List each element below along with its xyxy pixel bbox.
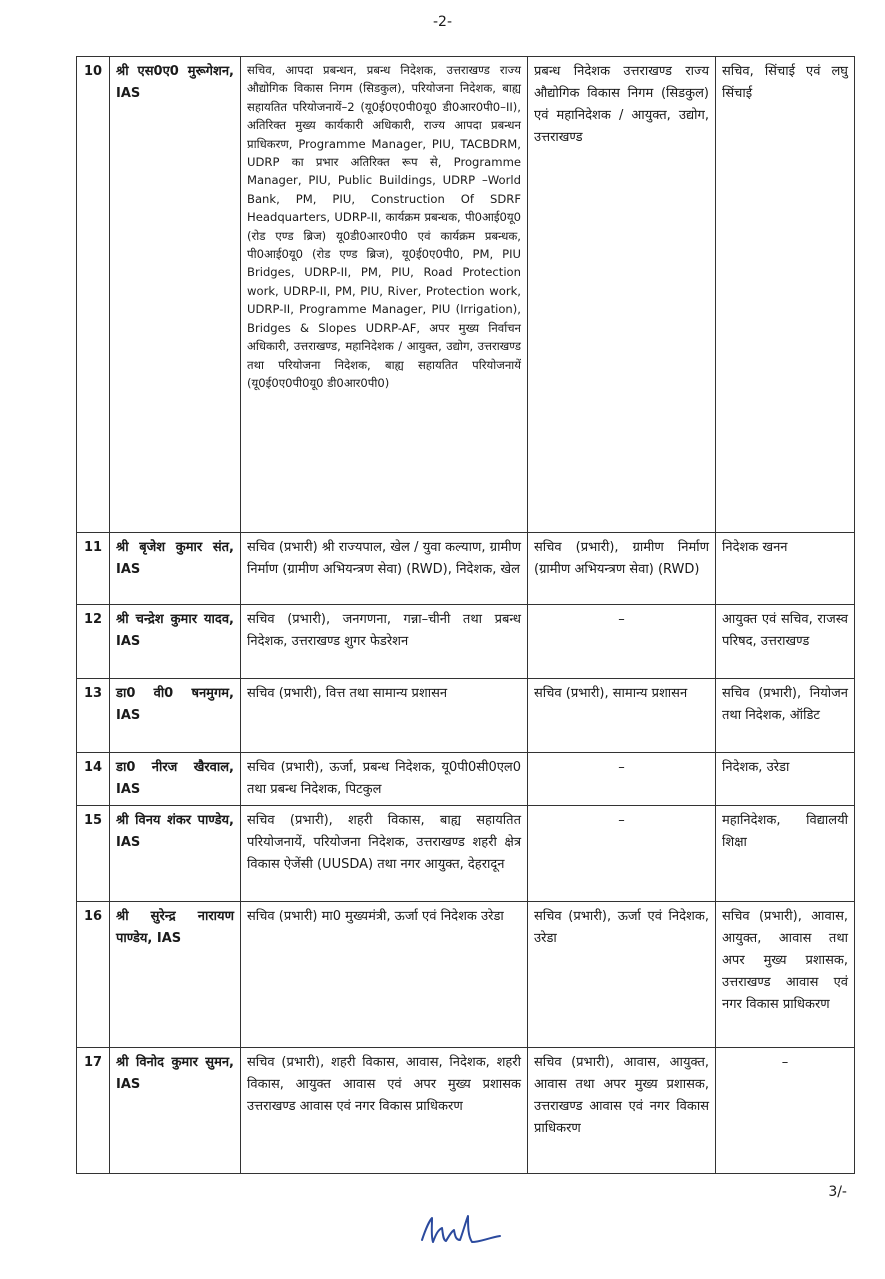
table-row: [77, 57, 855, 533]
officer-name-cell: डा0 नीरज खैरवाल, IAS: [110, 753, 241, 806]
table-row: [77, 902, 855, 1048]
relieved-posting-cell: –: [528, 605, 716, 679]
next-page-marker: 3/-: [828, 1184, 847, 1200]
new-posting-cell: महानिदेशक, विद्यालयी शिक्षा: [716, 806, 855, 902]
officer-name-cell: श्री बृजेश कुमार संत, IAS: [110, 533, 241, 605]
signature: [418, 1210, 508, 1252]
current-posting-cell: सचिव (प्रभारी), शहरी विकास, आवास, निदेशक, शहरी विकास, आयुक्त आवास एवं अपर मुख्य प्रशासक उत्तराखण्ड आवास एवं नगर विकास प्राधिकरण: [241, 1048, 528, 1174]
current-posting-cell: सचिव (प्रभारी), जनगणना, गन्ना–चीनी तथा प्रबन्ध निदेशक, उत्तराखण्ड शुगर फेडरेशन: [241, 605, 528, 679]
relieved-posting-cell: प्रबन्ध निदेशक उत्तराखण्ड राज्य औद्योगिक विकास निगम (सिडकुल) एवं महानिदेशक / आयुक्त, उद्योग, उत्तराखण्ड: [528, 57, 716, 533]
serial-number-cell: 17: [77, 1048, 110, 1174]
officer-name-cell: श्री विनय शंकर पाण्डेय, IAS: [110, 806, 241, 902]
relieved-posting-cell: सचिव (प्रभारी), ग्रामीण निर्माण (ग्रामीण अभियन्त्रण सेवा) (RWD): [528, 533, 716, 605]
table-row: [77, 533, 855, 605]
new-posting-cell: सचिव (प्रभारी), आवास, आयुक्त, आवास तथा अपर मुख्य प्रशासक, उत्तराखण्ड आवास एवं नगर विकास प्राधिकरण: [716, 902, 855, 1048]
table-row: [77, 1048, 855, 1174]
serial-number-cell: 15: [77, 806, 110, 902]
new-posting-cell: आयुक्त एवं सचिव, राजस्व परिषद, उत्तराखण्ड: [716, 605, 855, 679]
current-posting-cell: सचिव (प्रभारी) मा0 मुख्यमंत्री, ऊर्जा एवं निदेशक उरेडा: [241, 902, 528, 1048]
officer-name-cell: श्री विनोद कुमार सुमन, IAS: [110, 1048, 241, 1174]
table-row: [77, 753, 855, 806]
officer-name-cell: श्री सुरेन्द्र नारायण पाण्डेय, IAS: [110, 902, 241, 1048]
table-row: [77, 806, 855, 902]
page-number: -2-: [432, 14, 452, 30]
officers-transfer-table: [76, 56, 855, 1174]
serial-number-cell: 14: [77, 753, 110, 806]
relieved-posting-cell: –: [528, 806, 716, 902]
relieved-posting-cell: सचिव (प्रभारी), ऊर्जा एवं निदेशक, उरेडा: [528, 902, 716, 1048]
current-posting-cell: सचिव (प्रभारी), वित्त तथा सामान्य प्रशासन: [241, 679, 528, 753]
serial-number-cell: 13: [77, 679, 110, 753]
serial-number-cell: 12: [77, 605, 110, 679]
current-posting-cell: सचिव (प्रभारी), शहरी विकास, बाह्य सहायतित परियोजनायें, परियोजना निदेशक, उत्तराखण्ड शहरी क्षेत्र विकास ऐजेंसी (UUSDA) तथा नगर आयुक्त, देहरादून: [241, 806, 528, 902]
officer-name-cell: श्री चन्द्रेश कुमार यादव, IAS: [110, 605, 241, 679]
new-posting-cell: –: [716, 1048, 855, 1174]
new-posting-cell: सचिव (प्रभारी), नियोजन तथा निदेशक, ऑडिट: [716, 679, 855, 753]
serial-number-cell: 16: [77, 902, 110, 1048]
new-posting-cell: निदेशक खनन: [716, 533, 855, 605]
officer-name-cell: डा0 वी0 षनमुगम, IAS: [110, 679, 241, 753]
current-posting-cell: सचिव (प्रभारी) श्री राज्यपाल, खेल / युवा कल्याण, ग्रामीण निर्माण (ग्रामीण अभियन्त्रण सेवा) (RWD), निदेशक, खेल: [241, 533, 528, 605]
relieved-posting-cell: –: [528, 753, 716, 806]
officer-name-cell: श्री एस0ए0 मुरूगेशन, IAS: [110, 57, 241, 533]
serial-number-cell: 10: [77, 57, 110, 533]
current-posting-cell: सचिव, आपदा प्रबन्धन, प्रबन्ध निदेशक, उत्तराखण्ड राज्य औद्योगिक विकास निगम (सिडकुल), परियोजना निदेशक, बाह्य सहायतित परियोजनायें–2 (यू0ई0ए0पी0यू0 डी0आर0पी0–II), अतिरिक्त मुख्य कार्यकारी अधिकारी, राज्य आपदा प्रबन्धन प्राधिकरण, Programme Manager, PIU, TACBDRM, UDRP का प्रभार अतिरिक्त रूप से, Programme Manager, PIU, Public Buildings, UDRP –World Bank, PM, PIU, Construction Of SDRF Headquarters, UDRP-II, कार्यक्रम प्रबन्धक, पी0आई0यू0 (रोड एण्ड ब्रिज) यू0डी0आर0पी0 एवं कार्यक्रम प्रबन्धक, पी0आई0यू0 (रोड एण्ड ब्रिज), यू0ई0ए0पी0, PM, PIU Bridges, UDRP-II, PM, PIU, Road Protection work, UDRP-II, PM, PIU, River, Protection work, UDRP-II, Programme Manager, PIU (Irrigation), Bridges & Slopes UDRP-AF, अपर मुख्य निर्वाचन अधिकारी, उत्तराखण्ड, महानिदेशक / आयुक्त, उद्योग, उत्तराखण्ड तथा परियोजना निदेशक, बाह्य सहायतित परियोजनायें (यू0ई0ए0पी0यू0 डी0आर0पी0): [241, 57, 528, 533]
table-row: [77, 605, 855, 679]
current-posting-cell: सचिव (प्रभारी), ऊर्जा, प्रबन्ध निदेशक, यू0पी0सी0एल0 तथा प्रबन्ध निदेशक, पिटकुल: [241, 753, 528, 806]
table-row: [77, 679, 855, 753]
new-posting-cell: सचिव, सिंचाई एवं लघु सिंचाई: [716, 57, 855, 533]
relieved-posting-cell: सचिव (प्रभारी), सामान्य प्रशासन: [528, 679, 716, 753]
new-posting-cell: निदेशक, उरेडा: [716, 753, 855, 806]
relieved-posting-cell: सचिव (प्रभारी), आवास, आयुक्त, आवास तथा अपर मुख्य प्रशासक, उत्तराखण्ड आवास एवं नगर विकास प्राधिकरण: [528, 1048, 716, 1174]
serial-number-cell: 11: [77, 533, 110, 605]
